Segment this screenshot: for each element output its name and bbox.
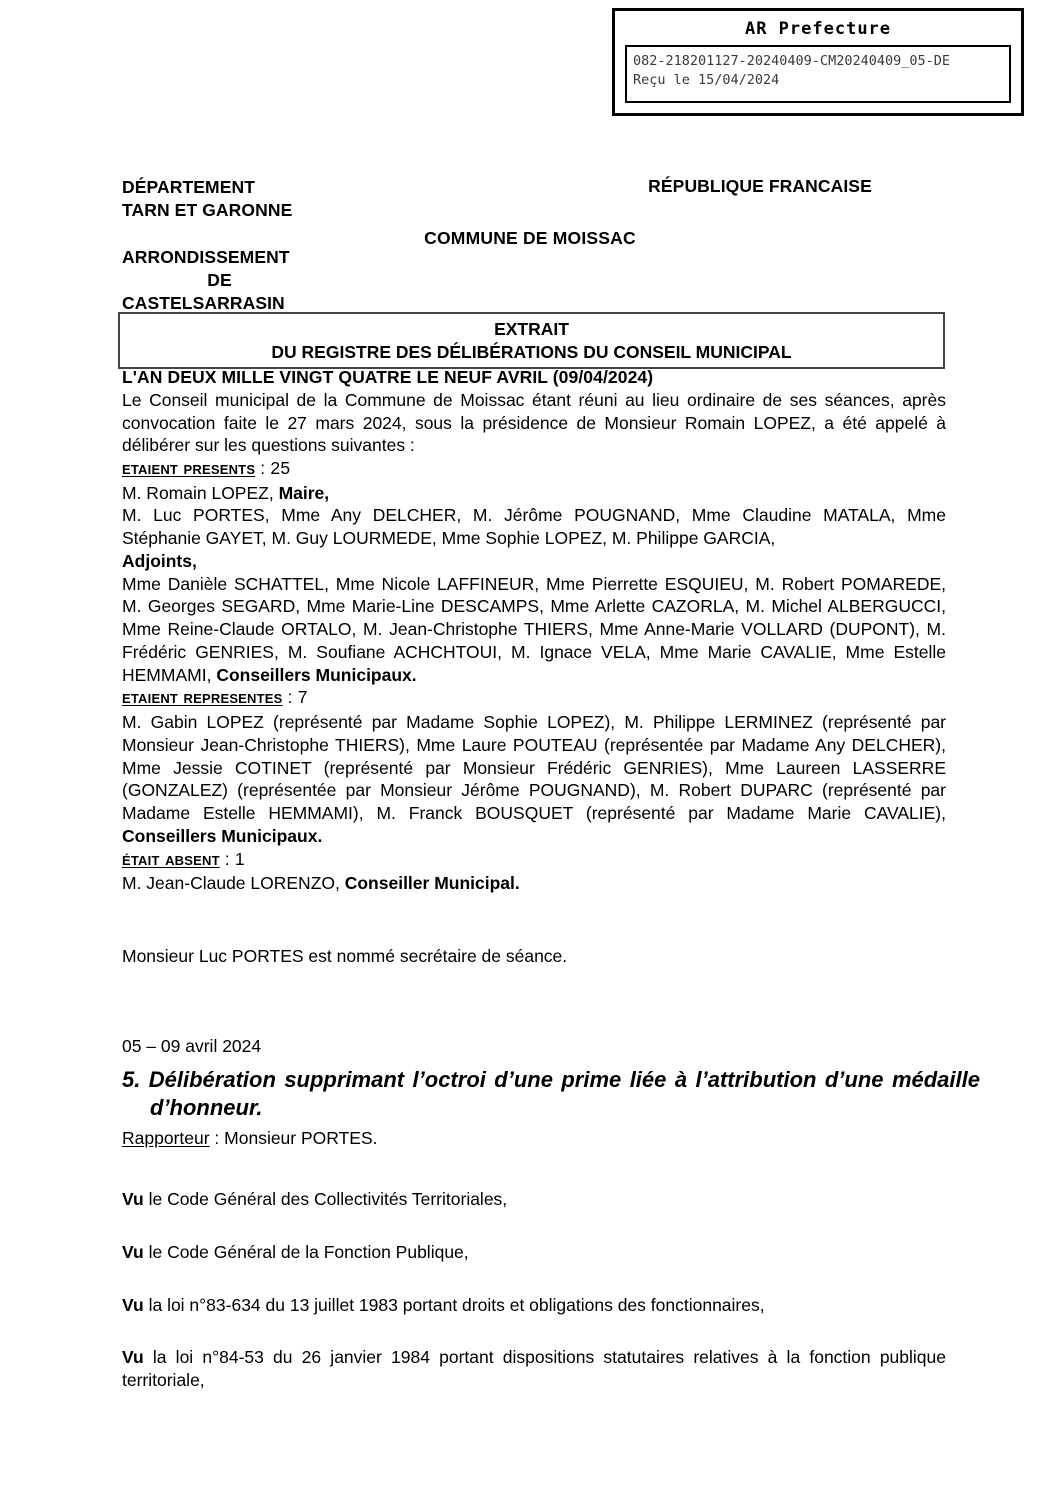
mayor-name: M. Romain LOPEZ, <box>122 482 279 503</box>
vu-text: le Code Général de la Fonction Publique, <box>143 1241 469 1262</box>
present-heading: etaient presents <box>122 458 256 479</box>
stamp-details-box <box>625 45 1011 102</box>
represented-row <box>122 711 946 848</box>
extrait-box <box>118 312 945 369</box>
represented-heading: etaient representes <box>122 687 283 709</box>
vu-prefix: Vu <box>122 1189 144 1209</box>
councillors-present-list: Mme Danièle SCHATTEL, Mme Nicole LAFFINEUR, Mme Pierrette ESQUIEU, M. Robert POMAREDE, M. Georges SEGARD, Mme Marie-Line DESCAMPS, Mme Arlette CAZORLA, M. Michel ALBERGUCCI, Mme Reine-Claude ORTALO, M. Jean-Christophe THIERS, Mme Anne-Marie VOLLARD (DUPONT), M. Frédéric GENRIES, M. Soufiane ACHCHTOUI, M. Ignace VELA, Mme Marie CAVALIE, Mme Estelle HEMMAMI, <box>122 573 946 685</box>
republic-title: RÉPUBLIQUE FRANCAISE <box>648 176 872 196</box>
extrait-line-1: EXTRAIT <box>494 319 569 339</box>
adjoints-role: Adjoints, <box>122 550 197 571</box>
rapporteur-label: Rapporteur <box>122 1128 210 1148</box>
vu-clause <box>122 1294 946 1317</box>
councillors-present-row <box>122 573 946 687</box>
vu-clause <box>122 1346 946 1392</box>
represented-list: M. Gabin LOPEZ (représenté par Madame Sophie LOPEZ), M. Philippe LERMINEZ (représenté par Monsieur Jean-Christophe THIERS), Mme Laure POUTEAU (représentée par Madame Any DELCHER), Mme Jessie COTINET (représenté par Monsieur Frédéric GENRIES), Mme Laureen LASSERRE (GONZALEZ) (représentée par Monsieur Jérôme POUGNAND), M. Robert DUPARC (représenté par Madame Estelle HEMMAMI), M. Franck BOUSQUET (représenté par Madame Marie CAVALIE), <box>122 712 946 824</box>
adjoints-list: M. Luc PORTES, Mme Any DELCHER, M. Jérôme POUGNAND, Mme Claudine MATALA, Mme Stéphanie GAYET, M. Guy LOURMEDE, Mme Sophie LOPEZ, M. Philippe GARCIA, <box>122 505 946 549</box>
vu-text: la loi n°84-53 du 26 janvier 1984 portant dispositions statutaires relatives à la fonction publique territoriale, <box>122 1347 946 1390</box>
vu-clauses-block <box>122 1188 946 1392</box>
rapporteur-value: : Monsieur PORTES. <box>209 1128 378 1148</box>
rapporteur-row <box>122 1128 378 1149</box>
deliberation-title: 5. Délibération supprimant l’octroi d’une prime liée à l’attribution d’une médaille d’honneur. <box>122 1067 980 1121</box>
present-count: 25 <box>270 458 291 478</box>
ar-prefecture-stamp <box>612 8 1024 116</box>
vu-text: le Code Général des Collectivités Territoriales, <box>143 1189 508 1209</box>
document-header <box>0 176 1058 316</box>
arrondissement-de: DE <box>207 270 232 291</box>
absent-heading-row <box>122 848 946 873</box>
present-heading-row <box>122 457 946 482</box>
mayor-role: Maire, <box>278 482 330 503</box>
mayor-row <box>122 482 946 505</box>
arrondissement-name: CASTELSARRASIN <box>122 293 285 314</box>
department-label: DÉPARTEMENT <box>122 177 255 197</box>
extrait-line-2: DU REGISTRE DES DÉLIBÉRATIONS DU CONSEIL MUNICIPAL <box>271 342 792 363</box>
present-separator: : <box>255 458 271 478</box>
represented-count: 7 <box>297 687 308 708</box>
session-content <box>122 366 946 895</box>
stamp-reference: 082-218201127-20240409-CM20240409_05-DE <box>633 53 950 70</box>
absent-name: M. Jean-Claude LORENZO, <box>122 873 345 894</box>
absent-count: 1 <box>234 848 245 869</box>
councillors-present-role: Conseillers Municipaux. <box>216 664 417 685</box>
arrondissement-label: ARRONDISSEMENT <box>122 247 290 268</box>
session-opening-title: L'AN DEUX MILLE VINGT QUATRE LE NEUF AVRIL (09/04/2024) <box>122 367 654 387</box>
represented-heading-row <box>122 686 946 711</box>
vu-prefix: Vu <box>122 1294 144 1315</box>
deliberation-date: 05 – 09 avril 2024 <box>122 1036 262 1056</box>
secretary-statement: Monsieur Luc PORTES est nommé secrétaire de séance. <box>122 946 568 966</box>
represented-separator: : <box>282 687 298 708</box>
represented-role: Conseillers Municipaux. <box>122 825 323 846</box>
stamp-title: AR Prefecture <box>744 19 892 39</box>
absent-role: Conseiller Municipal. <box>344 873 520 894</box>
session-opening-paragraph: Le Conseil municipal de la Commune de Moissac étant réuni au lieu ordinaire de ses séances, après convocation faite le 27 mars 2024, sous la présidence de Monsieur Romain LOPEZ, a été appelé à délibérer sur les questions suivantes : <box>122 389 946 456</box>
department-name: TARN ET GARONNE <box>122 200 293 221</box>
commune-title: COMMUNE DE MOISSAC <box>424 228 636 248</box>
vu-prefix: Vu <box>122 1241 144 1262</box>
vu-prefix: Vu <box>122 1347 144 1368</box>
vu-text: la loi n°83-634 du 13 juillet 1983 portant droits et obligations des fonctionnaires, <box>143 1294 765 1315</box>
vu-clause <box>122 1241 946 1264</box>
stamp-received-date: Reçu le 15/04/2024 <box>633 71 780 88</box>
absent-row <box>122 872 946 895</box>
vu-clause <box>122 1188 946 1211</box>
absent-heading: était absent <box>122 848 220 870</box>
absent-separator: : <box>219 848 235 869</box>
